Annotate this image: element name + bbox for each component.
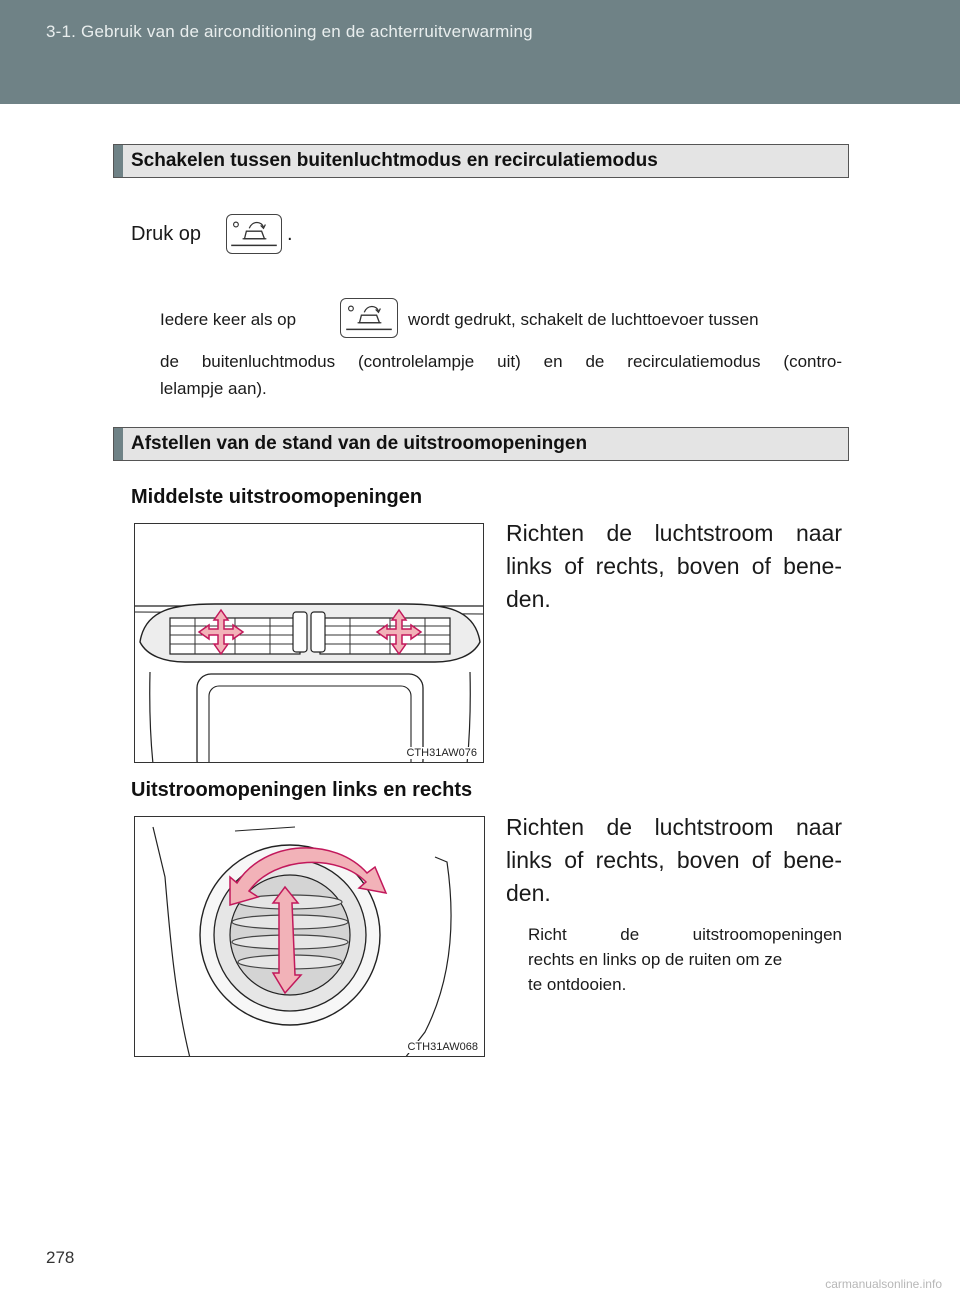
note-text-part2: wordt gedrukt, schakelt de luchttoevoer tussen: [408, 310, 759, 329]
side-vents-illustration: [134, 816, 485, 1057]
side-vents-note-line1: Richt de uitstroomopeningen: [528, 925, 842, 944]
chapter-header-band: [0, 0, 960, 104]
chapter-title: 3-1. Gebruik van de airconditioning en de achterruitverwarming: [46, 22, 533, 41]
section-heading-accent: [114, 145, 123, 177]
center-vents-illustration: [134, 523, 484, 763]
section-heading-recirculation: [113, 144, 849, 178]
recirculation-button-inline: [340, 298, 398, 338]
side-vents-text-line3: den.: [506, 880, 551, 906]
center-vents-text-line1: Richten de luchtstroom naar: [506, 520, 842, 546]
recirculation-icon: [341, 299, 397, 337]
section-heading-label: Afstellen van de stand van de uitstroomopeningen: [131, 433, 588, 454]
instruction-suffix: .: [287, 223, 293, 245]
side-vents-note-line3: te ontdooien.: [528, 975, 627, 994]
subheading-center-vents: Middelste uitstroomopeningen: [131, 486, 423, 508]
instruction-prefix: Druk op: [131, 223, 202, 245]
figure-code: CTH31AW068: [407, 1041, 478, 1053]
note-text-line2: de buitenluchtmodus (controlelampje uit) en de recirculatiemodus (contro-: [160, 352, 842, 371]
note-text-part1: Iedere keer als op: [160, 310, 297, 329]
subheading-side-vents: Uitstroomopeningen links en rechts: [131, 779, 473, 801]
note-text-line3: lelampje aan).: [160, 379, 267, 398]
page-number: 278: [46, 1248, 75, 1267]
side-vents-text-line2: links of rechts, boven of bene-: [506, 847, 842, 873]
section-heading-accent: [114, 428, 123, 460]
recirculation-button: [226, 214, 282, 254]
side-vents-text-line1: Richten de luchtstroom naar: [506, 814, 842, 840]
recirculation-icon: [227, 215, 281, 253]
section-heading-label: Schakelen tussen buitenluchtmodus en recirculatiemodus: [131, 150, 658, 171]
figure-code: CTH31AW076: [406, 747, 477, 759]
side-vents-note-line2: rechts en links op de ruiten om ze: [528, 950, 783, 969]
center-vents-text-line2: links of rechts, boven of bene-: [506, 553, 842, 579]
watermark: carmanualsonline.info: [825, 1277, 942, 1291]
section-heading-vents: [113, 427, 849, 461]
center-vents-text-line3: den.: [506, 586, 551, 612]
